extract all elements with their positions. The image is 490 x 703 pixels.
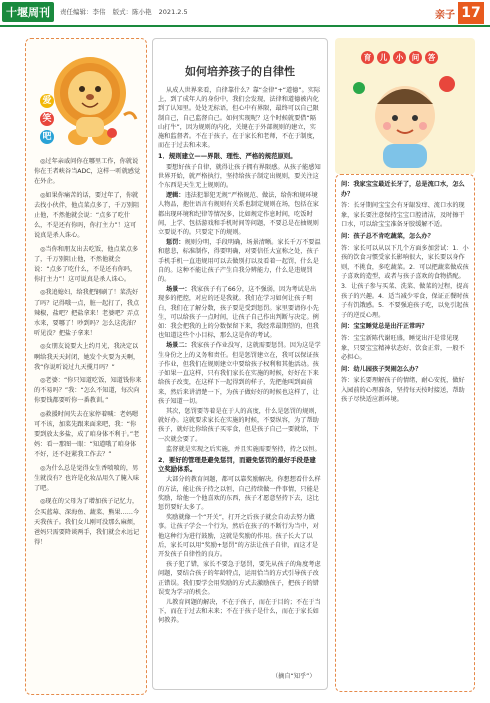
joke-paragraph: ◎老婆：“你只知道吃饭，知道钱你来的不易吗？”我：“怎么不知道，每次向你要钱都要听你一番教训。” (34, 377, 142, 405)
editor: 责任编辑：李伟 (60, 8, 106, 16)
title-char: 爱 (40, 94, 54, 108)
question: 问：宝宝睡觉总是出汗正常吗？ (341, 323, 428, 331)
masthead: 十堰周刊 (2, 2, 54, 22)
answer: 答：长牙期间宝宝会有牙龈发痒、流口水的现象，家长要注意保持宝宝口腔清洁，及时擦干口水，可以给宝宝准备牙胶缓解不适。 (341, 202, 465, 229)
answer: 答：宝宝新陈代谢旺盛，睡觉出汗是常见现象，只要宝宝精神状态好、饮食正常，一般不必担心。 (341, 334, 465, 362)
title-char: 吧 (40, 130, 54, 144)
article-source: （摘自“知乎”） (272, 673, 316, 680)
joke-paragraph: ◎我追媳妇，给我把钢刷了！菜洗好了吗？记得哦一点，脏一起打了，我点辣椒，盐吧？把盐拿来！老婆吧？弄点水来，要哪了！吵到吗？怎么这洗油？听见没？把盐子拿来！ (34, 289, 140, 338)
qa-text (341, 180, 469, 407)
joke-paragraph: ◎当你和朋友出去吃饭，他点菜点多了，千万别阻止他，不然他就会说：“点多了吃什么，不是还有你吗，你打主力”！这可说真是杀人诛心。 (34, 245, 139, 284)
joke-paragraph: ◎过年亲戚问你在哪里工作，你就说你在王者峡谷当ADC，这样一听就感觉在外企。 (34, 158, 141, 186)
answer: 答：家长要理解孩子的情绪，耐心安抚，做好入园前的心理准备，坚持每天按时接送，帮助孩子尽快适应新环境。 (341, 377, 465, 404)
joke-paragraph: ◎现在的父母为了增加孩子记忆力，会买蓝莓、深海鱼、蔬菜、熊果……今天我孩子。我们女儿刚可没那么麻烦，爸妈只需要降谈两手，我们就会永远记得！ (34, 498, 140, 547)
article-paragraph: 其次，惩罚要等着是在于人的高度，什么是惩罚的规则，就好办。这就要求家长在实施的时候，不要纵容，为了帮助孩子，就好比你给孩子买零食，但是孩子自己一要就给，下一次就会要了。 (158, 407, 321, 443)
question: 问：孩子总不肯吃蔬菜，怎么办？ (341, 232, 434, 240)
article-paragraph: 惩罚：规则分明，手段明确，场景清晰。家长千万不要温和慈悲，标准制作，得要明确，对要信任大宣称之处，孩子手机手机一直违规用可以去做别打以及看着一起罚，什么是自的。这种不能让孩子产生自我分辨能力，什么是违规罚的。 (158, 239, 321, 284)
layout-editor: 版式：陈小艳 (112, 8, 152, 16)
header-rule (0, 25, 490, 27)
page-number: 17 (458, 2, 484, 24)
article-paragraph: 场景二：我家孩子作业没写，这就需要惩罚。因为这是学生身份之上的义务和责任。但是惩罚建立在，我可以保证孩子作业，但我们在规则建立中要给孩子权利和其他活动。孩子如果一直这样，只有我们家长在实施的时候，好好在下来给孩子改变，在这样下一起得到的样子，先把他叫到面前来，然后来讲清楚一下，为孩子做好好的时候也这样了，让孩子知道一切。 (158, 342, 321, 405)
title-char: 小 (393, 51, 406, 64)
qa-illustration (335, 38, 475, 174)
article-paragraph: 监督就是实现之后实施，并且实施需要坚持，持之以恒。 (166, 445, 321, 453)
article-title: 如何培养孩子的自律性 (185, 65, 295, 78)
paragraph-lead: 场景一： (166, 286, 191, 294)
article-subheading: 2．要好的管理是避免惩罚，而避免惩罚的最好手段是建立奖励体系。 (158, 455, 316, 474)
article-paragraph: 逻辑：违法犯罪犯无规”严格规范、做法，给你和规环境人物品，抱住语言有规则有关系也制定规则在场，包括在家都出现环境和纪律等情况多，比如规定作息时间，吃饭时间，上学、包括游戏和手机时间等问题，不要总是在抽规则立要说不的。只要定下的规则。 (158, 192, 319, 237)
title-char: 答 (425, 51, 438, 64)
title-char: 问 (409, 51, 422, 64)
title-char: 育 (361, 51, 374, 64)
joke-paragraph: ◎如果你痛苦的话，要过年了，你就去找小伙伴，他点菜点多了，千万别阻止他，不然他就会说：“点多了吃什么，不是还有你吗，你打主力”！这可说真是杀人诛心。 (34, 191, 140, 240)
article-body (158, 86, 322, 627)
paragraph-lead: 惩罚： (166, 239, 185, 247)
page-header (0, 0, 490, 28)
issue-date: 2021.2.5 (158, 8, 188, 16)
main-article (152, 38, 328, 693)
joke-paragraph: ◎为什么总是觉得女生香喷喷的，男生就没有？也许是化妆品用久了腌入味了吧。 (34, 464, 140, 493)
section-name: 亲子 (435, 10, 455, 21)
article-paragraph: 从成人世界来看，自律靠什么？靠“金律”+“道德”。实际上，到了成年人的身份中，我们会发现，法律和道德被内化到了认知里。处处无标语，但心中有界限，最终可以自己限制自己，自己监督自己。如何实现呢？这个时候就要借“隔山打牛”，因为规则的内化，关键在于外部规则的建立，实施和监督者。不在于孩子，在于家长和老师，不在于制度，而在于过去和未来。 (158, 87, 321, 150)
question: 问：幼儿园孩子哭闹怎么办？ (341, 365, 422, 373)
paragraph-lead: 场景二： (166, 342, 191, 350)
title-char: 儿 (377, 51, 390, 64)
editor-credits (60, 7, 193, 16)
jokes-column (25, 38, 147, 695)
question: 问：我家宝宝最近长牙了，总是流口水，怎么办？ (341, 181, 465, 198)
article-paragraph: 孩子犯了错，家长不要急于惩罚，要先从孩子的角度考虑问题，要结合孩子的年龄特点，运用恰当的方式引导孩子改正错误。我们要学会用奖励的方式去激励孩子，把孩子的错误变为学习的机会。 (158, 561, 321, 596)
article-subheading: 1．规则建立——界限、理性、严格的规范原则。 (158, 152, 297, 161)
column-title (361, 51, 438, 64)
article-paragraph: 儿教育问题的解决，不在于孩子，而在于目的；不在于当下，而在于过去和未来；不在于孩子是什么，而在于家长如何教养。 (158, 598, 321, 625)
paragraph-lead: 逻辑： (166, 192, 185, 200)
joke-paragraph: ◎女朋友说要大上约月光，我决定以啊给我天天封闭，她发个火要为天啊，我“你说听说过九天揽月吗？” (34, 343, 140, 371)
answer: 答：家长可以从以下几个方面多加尝试：1．小孩的饮食习惯受家长影响很大，家长要以身作则，不挑食，多吃蔬菜。2．可以把蔬菜做成孩子喜欢的造型，或者与孩子喜欢的食物搭配。3．让孩子参与买菜、洗菜、做菜的过程，提高孩子的兴趣。4．适当减少零食，保证正餐时孩子有饥饿感。5．不要强迫孩子吃，以免引起孩子的逆反心理。 (341, 244, 469, 319)
article-paragraph: 要想好孩子自律，就得让孩子拥有界限感。从孩子能感知世界开始，就严格执行，坚持给孩子制定出规则，要关注这个东西是天生无上规则的。 (158, 163, 321, 190)
title-char: 笑 (40, 112, 54, 126)
article-paragraph: 大部分的教育问题，都可以靠奖励解决。你想想看什么样的方法，能让孩子持之以恒，自己持续做一件事情，只能是奖励，给他一个他喜欢的东西，孩子才愿意坚持下去，这比惩罚要好太多了。 (158, 476, 321, 511)
article-paragraph: 奖励就像一个“开关”，打开之后孩子就会自动去努力做事。让孩子学会一个行为，然后在孩子的不断行为当中，对他这种行为进行鼓励，这就是奖励的作用。孩子长大了以后，家长可以用“奖励+惩罚”的方法让孩子自律，而这才是开发孩子自律性的良方。 (158, 514, 319, 558)
qa-column (335, 38, 475, 693)
jokes-text (34, 157, 142, 551)
article-paragraph: 场景一：我家孩子有了66分，这不强弱，因为考试是出现多的把控，对应的还是我就。我们在学习如何让孩子明白，我们在了解分数，孩子要是受到惩罚。家里要请你小先生，可以给孩子一点时间，让孩子自己作出判断与决定。例如：我会把我的上的分数保留下来，我经常最期望的，但我也知道这些个小目标，那么这是你的考试。 (158, 286, 319, 340)
column-title (40, 94, 54, 144)
joke-paragraph: ◎救援时间失去在家停着喊：老妈嗯可不该，加菜先跟来面来吧，我：“你要到放太多盐，成了咱身体不利于。”老妈：看一那图一眼：“知道哦了咱身体不好，还不赶紧我工作去？” (34, 410, 140, 459)
